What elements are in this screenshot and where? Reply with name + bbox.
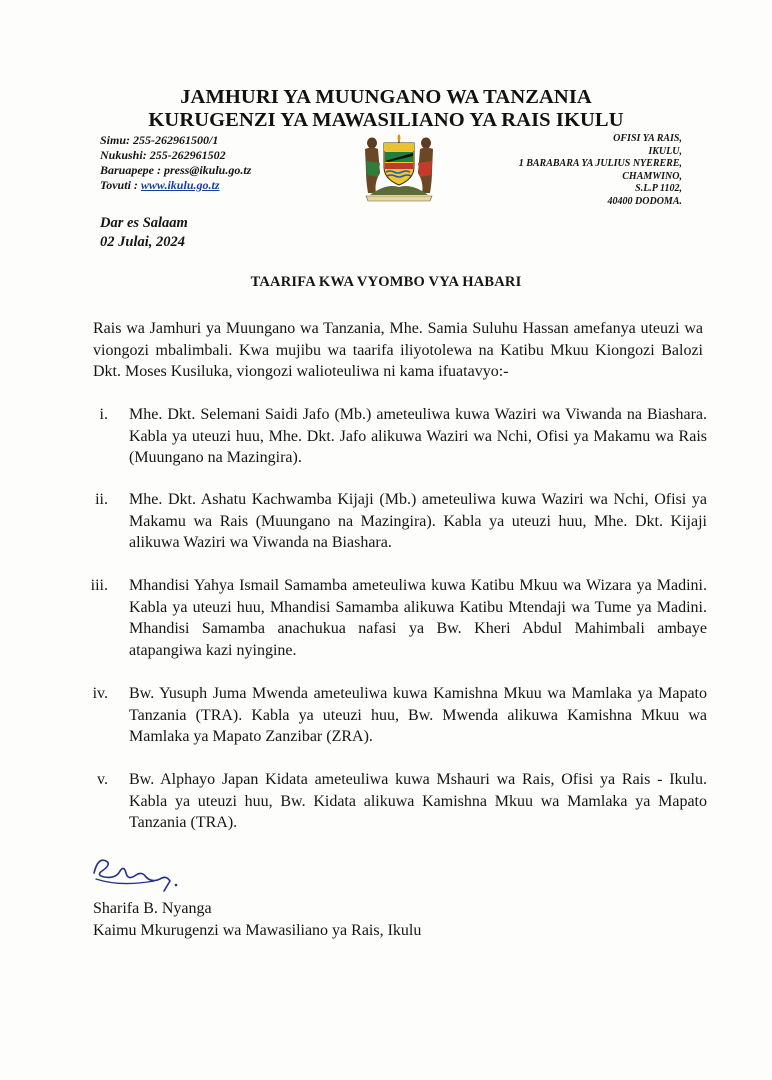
crest-flame: [398, 134, 401, 142]
address-line: IKULU,: [648, 145, 682, 157]
signature-underline: [96, 879, 154, 884]
contact-block: [100, 133, 251, 193]
crest-shield-torch-band: [384, 143, 414, 151]
list-text: Mhandisi Yahya Ismail Samamba ameteuliwa kuwa Katibu Mkuu wa Wizara ya Madini. Kabla ya uteuzi huu, Mhandisi Samamba alikuwa Katibu Mtendaji wa Tume ya Madini. Mhandisi Samamba anachukua nafasi ya Bw. Kheri Abdul Mahimbali ambaye atapangiwa kazi nyingine.: [129, 577, 707, 659]
signature-dot: [175, 884, 178, 887]
list-numeral: v.: [97, 771, 108, 788]
coat-of-arms-icon: [356, 133, 442, 203]
date: 02 Julai, 2024: [100, 234, 185, 250]
list-text: Mhe. Dkt. Ashatu Kachwamba Kijaji (Mb.) ameteuliwa kuwa Waziri wa Nchi, Ofisi ya Makamu wa Rais (Muungano na Mazingira). Kabla ya uteuzi huu, Mhe. Dkt. Kijaji alikuwa Waziri wa Viwanda na Biashara.: [129, 491, 707, 551]
release-title: TAARIFA KWA VYOMBO VYA HABARI: [250, 274, 522, 290]
list-text: Mhe. Dkt. Selemani Saidi Jafo (Mb.) ameteuliwa kuwa Waziri wa Viwanda na Biashara. Kabla ya uteuzi huu, Mhe. Dkt. Jafo alikuwa Waziri wa Nchi, Ofisi ya Makamu wa Rais (Muungano na Mazingira).: [129, 406, 707, 466]
website-link[interactable]: www.ikulu.go.tz: [140, 178, 220, 192]
address-line: OFISI YA RAIS,: [613, 133, 682, 144]
place: Dar es Salaam: [100, 215, 188, 231]
signature-icon: [90, 851, 190, 893]
signer-title: Kaimu Mkurugenzi wa Mawasiliano ya Rais, Ikulu: [93, 921, 422, 939]
crest-right-figure-head: [421, 138, 431, 149]
website-label: Tovuti :: [100, 178, 141, 192]
list-numeral: iii.: [90, 577, 108, 594]
crest-left-figure-head: [367, 138, 377, 149]
address-line: 40400 DODOMA.: [607, 195, 682, 207]
website-line: [100, 178, 251, 193]
signer-block: [93, 898, 421, 941]
place-date-block: [100, 214, 188, 252]
crest-motto-ribbon: [366, 196, 432, 201]
list-numeral: iv.: [92, 685, 108, 702]
header-title-line2: KURUGENZI YA MAWASILIANO YA RAIS IKULU: [148, 109, 624, 131]
crest-mountain: [370, 186, 428, 195]
list-text: Bw. Yusuph Juma Mwenda ameteuliwa kuwa Kamishna Mkuu wa Mamlaka ya Mapato Tanzania (TRA). Kabla ya uteuzi huu, Bw. Mwenda alikuwa Kamishna Mkuu wa Mamlaka ya Mapato Zanzibar (ZRA).: [129, 685, 707, 745]
address-line: CHAMWINO,: [622, 170, 682, 182]
intro-paragraph: Rais wa Jamhuri ya Muungano wa Tanzania, Mhe. Samia Suluhu Hassan amefanya uteuzi wa viongozi mbalimbali. Kwa mujibu wa taarifa iliyotolewa na Katibu Mkuu Kiongozi Balozi Dkt. Moses Kusiluka, viongozi walioteuliwa ni kama ifuatavyo:-: [93, 320, 703, 380]
crest-left-figure-cloth: [366, 161, 380, 177]
phone-line: Simu: 255-262961500/1: [100, 133, 219, 147]
fax-line: Nukushi: 255-262961502: [100, 148, 226, 162]
list-numeral: i.: [99, 406, 108, 423]
header-title-line1: JAMHURI YA MUUNGANO WA TANZANIA: [180, 86, 592, 108]
signer-name: Sharifa B. Nyanga: [93, 900, 212, 917]
address-line: 1 BARABARA YA JULIUS NYERERE,: [518, 158, 682, 169]
email-line: Baruapepe : press@ikulu.go.tz: [100, 163, 252, 177]
list-text: Bw. Alphayo Japan Kidata ameteuliwa kuwa Mshauri wa Rais, Ofisi ya Rais - Ikulu. Kabla ya uteuzi huu, Bw. Kidata alikuwa Kamishna Mkuu wa Mamlaka ya Mapato Tanzania (TRA).: [129, 771, 707, 831]
address-block: [519, 133, 682, 208]
crest-right-figure-cloth: [418, 161, 432, 177]
list-numeral: ii.: [95, 491, 108, 508]
crest-shield-red-band: [385, 163, 413, 169]
address-line: S.L.P 1102,: [635, 183, 682, 194]
signature-stroke: [94, 860, 170, 891]
